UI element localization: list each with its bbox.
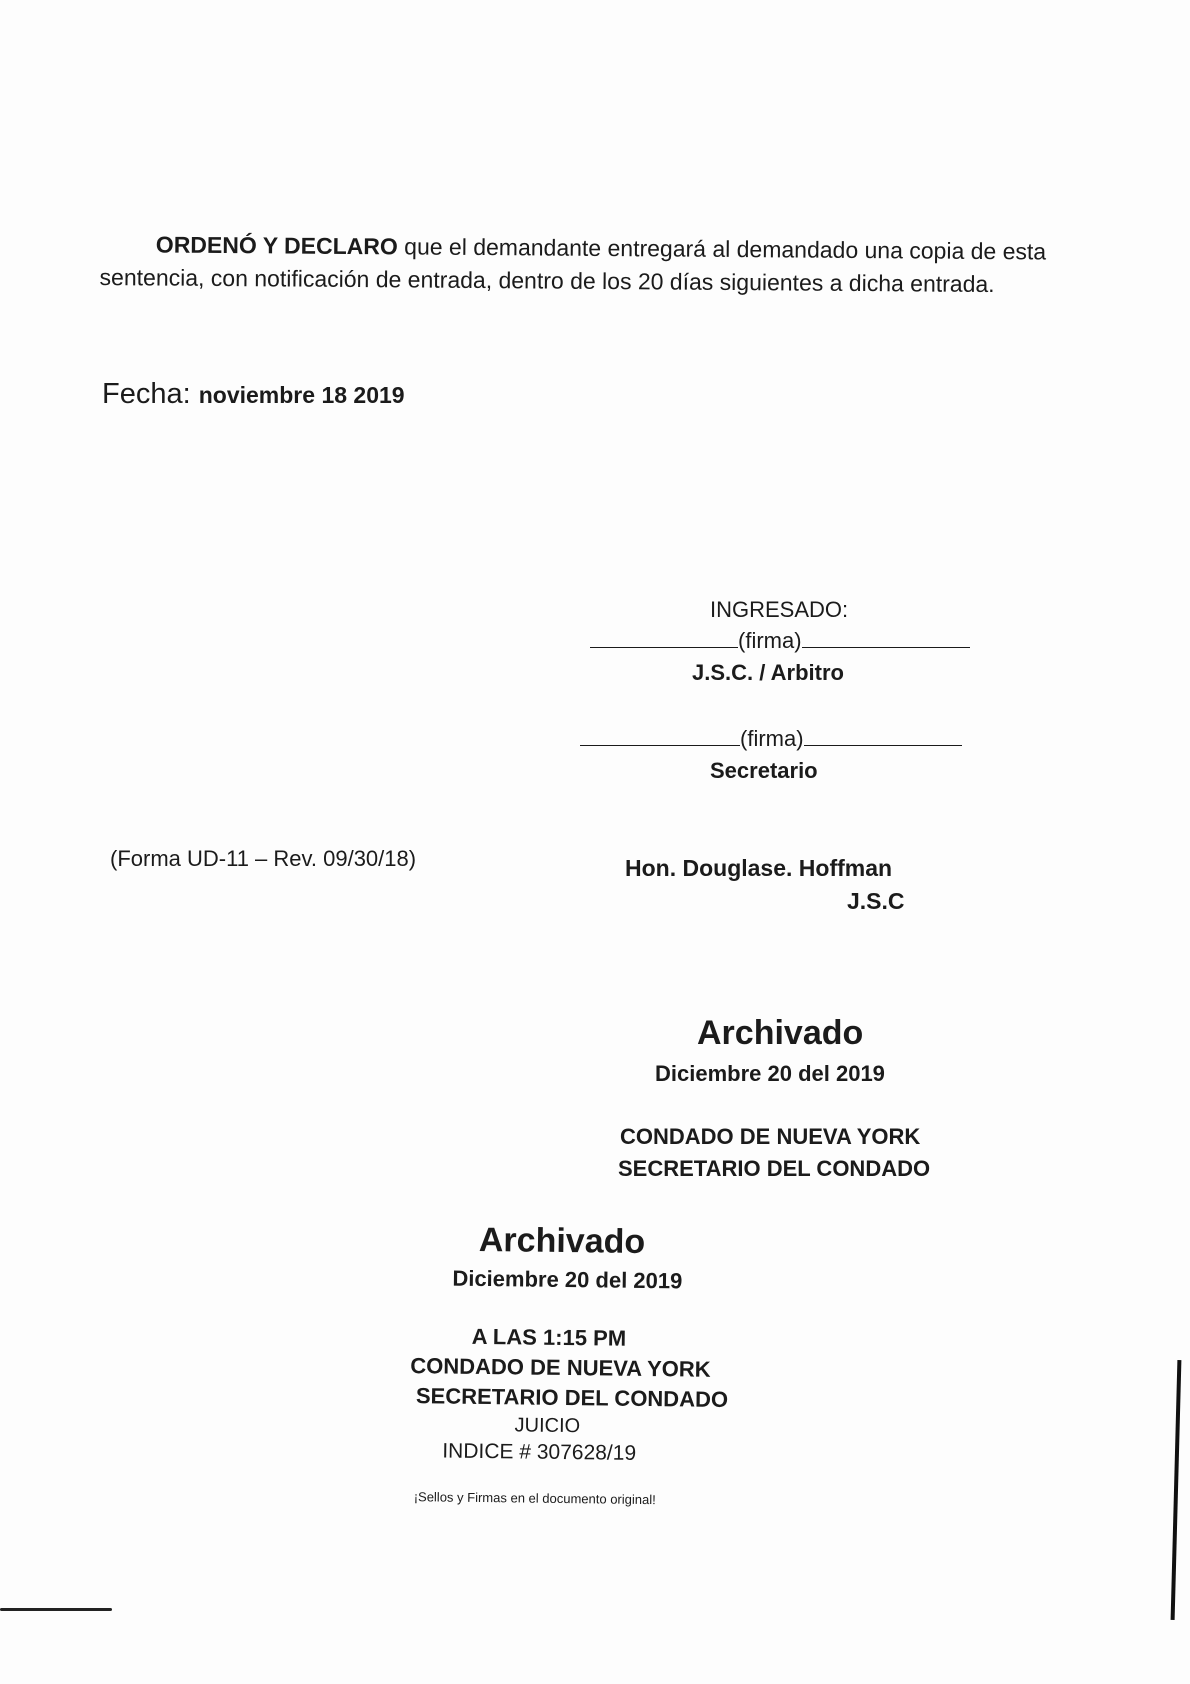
stamp1-county: CONDADO DE NUEVA YORK <box>620 1124 921 1149</box>
stamp1-date: Diciembre 20 del 2019 <box>655 1061 885 1086</box>
stamp1-clerk: SECRETARIO DEL CONDADO <box>618 1156 931 1181</box>
stamp2-county: CONDADO DE NUEVA YORK <box>410 1353 711 1382</box>
date-line <box>102 378 405 411</box>
date-value: noviembre 18 2019 <box>198 382 405 408</box>
stamp2-type: JUICIO <box>514 1414 581 1438</box>
stamp2-clerk: SECRETARIO DEL CONDADO <box>415 1383 729 1412</box>
secretary-role-label: Secretario <box>710 758 818 783</box>
form-id: (Forma UD-11 – Rev. 09/30/18) <box>110 846 417 871</box>
ingresado-label: INGRESADO: <box>710 597 849 622</box>
signature-line-judge <box>590 628 970 654</box>
judge-role-label: J.S.C. / Arbitro <box>692 660 844 685</box>
stamp2-index: INDICE # 307628/19 <box>442 1439 637 1465</box>
scan-edge-line <box>1171 1360 1182 1620</box>
order-lead: ORDENÓ Y DECLARO <box>155 231 398 260</box>
stamp2-title: Archivado <box>478 1220 646 1261</box>
judge-title: J.S.C <box>847 888 905 914</box>
signature-rule <box>802 647 970 648</box>
judge-name: Hon. Douglase. Hoffman <box>625 855 893 881</box>
signature-rule <box>580 745 740 746</box>
order-paragraph <box>99 228 1099 302</box>
scan-corner-line <box>0 1608 112 1611</box>
order-line2: sentencia, con notificación de entrada, dentro de los 20 días siguientes a dicha entrada. <box>99 263 995 298</box>
signature-line-secretary <box>580 726 962 752</box>
order-line1: que el demandante entregará al demandado una copia de esta <box>397 233 1047 265</box>
firma-label: (firma) <box>738 628 802 653</box>
footnote: ¡Sellos y Firmas en el documento original! <box>413 1489 656 1508</box>
date-label: Fecha: <box>102 378 191 410</box>
stamp2-date: Diciembre 20 del 2019 <box>452 1265 683 1294</box>
signature-rule <box>590 647 738 648</box>
stamp2-time: A LAS 1:15 PM <box>471 1323 627 1351</box>
stamp1-title: Archivado <box>697 1014 864 1052</box>
firma-label: (firma) <box>740 726 804 751</box>
signature-rule <box>804 745 962 746</box>
